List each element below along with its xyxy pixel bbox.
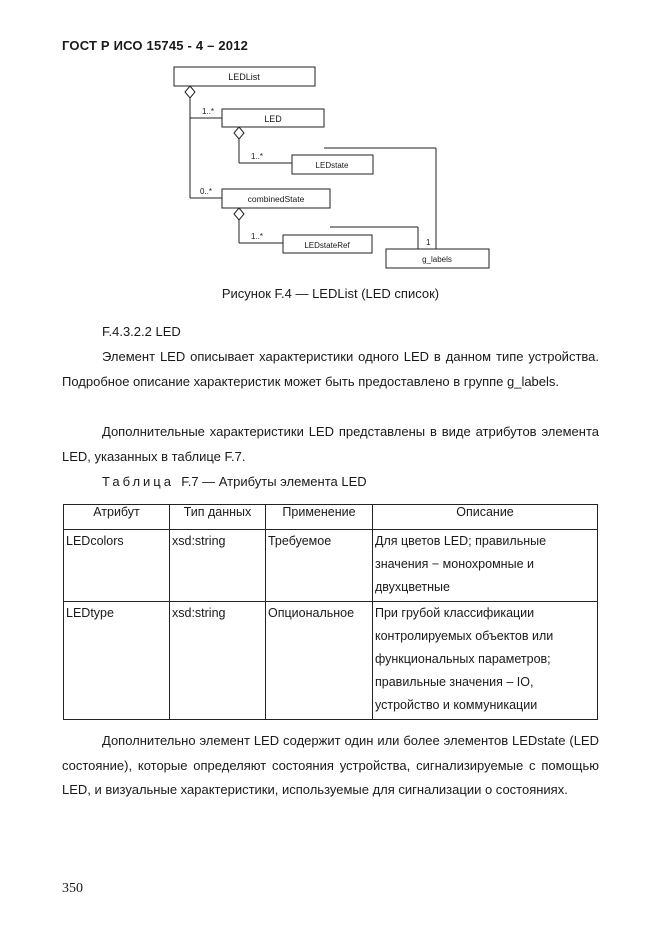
table-cell: Опциональное bbox=[266, 602, 373, 720]
aggregation-diamond-ledlist bbox=[185, 86, 195, 98]
table-cell: LEDtype bbox=[64, 602, 170, 720]
uml-class-diagram bbox=[0, 0, 661, 300]
table-row bbox=[64, 602, 598, 720]
attributes-table bbox=[63, 504, 598, 720]
table-cell: xsd:string bbox=[170, 530, 266, 602]
table-label: Таблица bbox=[102, 474, 174, 489]
aggregation-diamond-led bbox=[234, 127, 244, 139]
multiplicity-list-combined: 0..* bbox=[200, 187, 213, 196]
class-name-led: LED bbox=[264, 114, 282, 124]
subsection-heading: F.4.3.2.2 LED bbox=[102, 324, 181, 339]
header-cell: Описание bbox=[373, 505, 598, 530]
class-name-ledlist: LEDList bbox=[228, 72, 260, 82]
header-cell: Атрибут bbox=[64, 505, 170, 530]
class-name-combinedstate: combinedState bbox=[247, 194, 305, 204]
figure-caption: Рисунок F.4 — LEDList (LED список) bbox=[221, 286, 440, 301]
table-cell: Для цветов LED; правильные значения − монохромные и двухцветные bbox=[373, 530, 598, 602]
table-cell: Требуемое bbox=[266, 530, 373, 602]
multiplicity-led-state: 1..* bbox=[251, 152, 264, 161]
class-name-ledstate: LEDstate bbox=[315, 161, 349, 170]
class-name-ledstateref: LEDstateRef bbox=[304, 241, 350, 250]
table-cell: xsd:string bbox=[170, 602, 266, 720]
table-cell: LEDcolors bbox=[64, 530, 170, 602]
table-title: Таблица F.7 — Атрибуты элемента LED bbox=[102, 474, 367, 489]
table-cell: При грубой классификации контролируемых объектов или функциональных параметров; правильные значения – IO, устройство и коммуникации bbox=[373, 602, 598, 720]
table-row bbox=[64, 530, 598, 602]
multiplicity-combined-ref: 1..* bbox=[251, 232, 264, 241]
header-cell: Применение bbox=[266, 505, 373, 530]
document-header: ГОСТ Р ИСО 15745 - 4 – 2012 bbox=[62, 38, 249, 53]
paragraph-1: Элемент LED описывает характеристики одного LED в данном типе устройства. Подробное описание характеристик может быть предоставлено в группе g_labels. bbox=[62, 349, 599, 389]
header-cell: Тип данных bbox=[170, 505, 266, 530]
aggregation-diamond-combinedstate bbox=[234, 208, 244, 220]
table-header-row bbox=[64, 505, 598, 530]
multiplicity-g-labels: 1 bbox=[426, 238, 431, 247]
multiplicity-list-led: 1..* bbox=[202, 107, 215, 116]
paragraph-2: Дополнительные характеристики LED представлены в виде атрибутов элемента LED, указанных в таблице F.7. bbox=[62, 424, 599, 464]
page-number: 350 bbox=[62, 881, 83, 896]
paragraph-3: Дополнительно элемент LED содержит один или более элементов LEDstate (LED состояние), которые определяют состояния устройства, сигнализируемые с помощью LED, и визуальные характеристики, используемые для сигнализации о состояниях. bbox=[62, 733, 599, 797]
class-name-g-labels: g_labels bbox=[422, 255, 452, 264]
